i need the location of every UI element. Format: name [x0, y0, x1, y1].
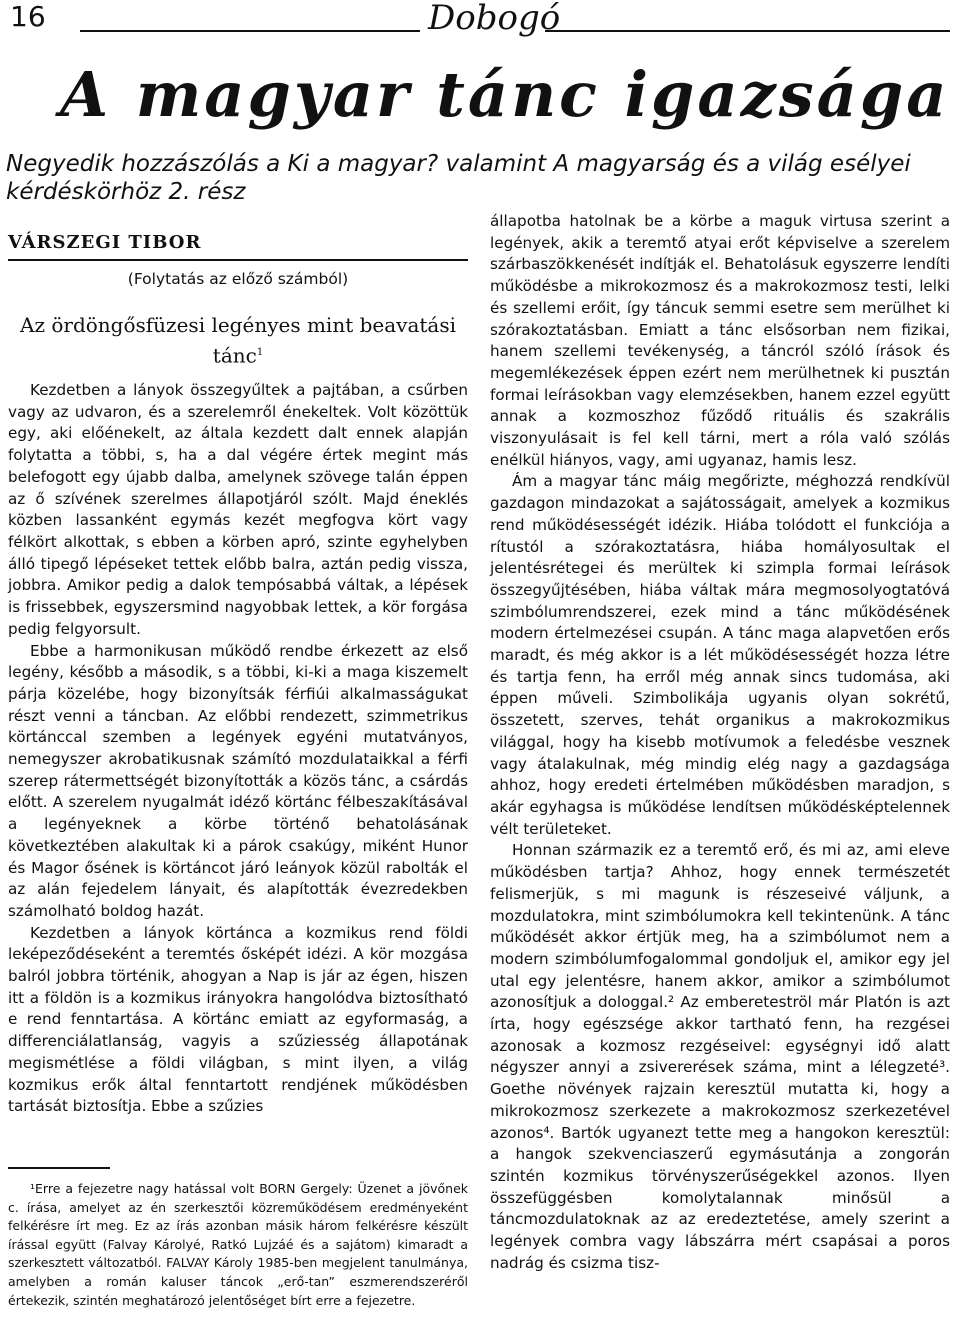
left-paragraph-1: Kezdetben a lányok összegyűltek a pajtában, a csűrben vagy az udvaron, és a szerelemről énekeltek. Volt közöttük egy, aki előénekelt, az általa kezdett dalt ennek alapján folytatta a többi, s, ha a dal végére értek megint más belefogott egy újabb dalba, amelynek szövege talán éppen az ő szívének szerelmes állapotjáról szólt. Majd éneklés közben lassanként egymás kezét megfogva kört vagy félkört alkottak, s ebben a körben apró, szinte egyhelyben álló tipegő lépéseket tettek előbb balra, aztán pedig vissza, jobbra. Amikor pedig a dalok tempósabbá váltak, a lépések is frissebbek, egyszersmind nagyobbak lettek, a kör forgása pedig felgyorsult.: [8, 381, 468, 638]
left-paragraph-3: Kezdetben a lányok körtánca a kozmikus rend földi leképeződéseként a teremtés ősképét idézi. A kör mozgása balról jobbra történik, ahogyan a Nap is jár az égen, hiszen itt a földön is a kozmikus irányokra hangolódva biztosítható e rend fenntartása. A körtánc emiatt az egyformaság, a differenciálatlanság, vagyis a szűziesség állapotának megismétlése a földi világban, s mint ilyen, a világ kozmikus erők által fenntartott rendjének működésben tartását biztosítja. Ebbe a szűzies: [8, 923, 468, 1116]
right-column: [490, 211, 950, 1274]
page-header: [0, 0, 960, 44]
header-rule-right: [545, 30, 950, 32]
header-rule-left: [80, 30, 420, 32]
footnote-text: ¹Erre a fejezetre nagy hatással volt BORN Gergely: Üzenet a jövőnek c. írása, amelyet az én szerkesztői közreműködésem eredményeként felkérésre írt meg. Ez az írás azonban másik három felkérésre készült írással együtt (Falvay Károlyé, Ratkó Lujzáé és a sajátom) kimaradt a szerkesztett változatból. FALVAY Károly 1985-ben megjelent tanulmánya, amelyben a román kaluser táncok „erő-tan” eszmerendszeréről értekezik, szintén meghatározó jelentőséget bírt erre a fejezetre.: [8, 1181, 468, 1308]
author-name: VÁRSZEGI TIBOR: [8, 232, 202, 253]
author-rule: [8, 259, 468, 261]
article-title: A magyar tánc igazsága: [60, 58, 950, 131]
footnote: [8, 1180, 468, 1310]
footnote-rule: [8, 1167, 110, 1169]
journal-name: Dobogó: [428, 0, 561, 38]
right-paragraph-2: Ám a magyar tánc máig megőrizte, méghozzá rendkívül gazdagon mindazokat a sajátosságait, amelyek a kozmikus rend működésességét idézik. Hiába tolódott el funkciója a rítustól a szórakoztatásra, hiába homályosultak el jelentésrétegei és merültek ki szimpla formai leírások összegyűjtésében, hiába váltak mára megmosolyogtatóvá szimbólumrendszerei, ezek mind a tánc működésének modern értelmezései csupán. A tánc maga alapvetően erős maradt, és még akkor is a lét működésességét hozza létre és tartja fenn, ha erről még annak sincs tudomása, aki éppen műveli. Szimbolikája ugyanis olyan sokrétű, összetett, szerves, tehát organikus a makrokozmikus világgal, hogy ha kisebb motívumok a feledésbe vesznek vagy átalakulnak, még mindig elég nagy a gazdagsága ahhoz, hogy eredeti értelmében működésben maradjon, s akár egyhagsa is működése lendítsen működésképtelennek vélt területeket.: [490, 472, 950, 838]
section-title: [8, 312, 468, 370]
page-number: 16: [10, 0, 46, 33]
continuation-note: (Folytatás az előző számból): [127, 269, 349, 288]
right-paragraph-3: Honnan származik ez a teremtő erő, és mi az, ami eleve működésben tartja? Ahhoz, hogy ennek természetét felismerjük, s mi magunk is részeseivé váljunk, a mozdulatokra, mint szimbólumokra kell tekintenünk. A tánc működését akkor értjük meg, ha a szimbólumot nem a modern szimbólumfogalommal gondoljuk el, amikor egy jel utal egy jelentésre, hanem akkor, amikor a szimbólumot azonosítjuk a dologgal.² Az embereteströl már Platón is azt írta, hogy egészsége akkor tartható fenn, ha rezgései azonosak a kozmosz rezgéseivel: egységnyi idő alatt négyszer annyi a zsivererések száma, mint a lélegzeté³. Goethe növények rajzain keresztül mutatta ki, hogy a mikrokozmosz szerkezete a makrokozmosz szerkezetével azonos⁴. Bartók ugyanezt tette meg a hangokon keresztül: a hangok szekvenciaszerű egymásutánja a zongorán szintén kozmikus törvényszerűségekkel azonos. Ilyen összefüggésben komolytalannak minősül a táncmozdulatoknak az az eredeztetése, amely szerint a legények combra vagy lábszárra mért csapásai a poros nadrág és csizma tisz-: [490, 841, 950, 1272]
section-footnote-mark: 1: [256, 347, 264, 359]
right-paragraph-1: állapotba hatolnak be a körbe a maguk virtusa szerint a legények, akik a teremtő atyai erőt képviselve a szerelem szárbaszökkenését indítják el. Behatolásuk egyszerre lendíti működésbe a mikrokozmosz és a makrokozmosz testi, lelki és szellemi erőit, így táncuk semmi esetre sem merülhet ki szórakoztatásban. Emiatt a tánc elsősorban nem fizikai, hanem szellemi tevékenység, a táncról szóló írások és megemlékezések éppen ezért nem merülhetnek ki pusztán formai leírásokban vagy elemzésekben, hanem ezzel együtt annak a kozmoszhoz fűződő rituális és szakrális viszonyulásait is fel kell tárni, mert a róla való szólás enélkül hiányos, vagy, ami ugyanaz, hamis lesz.: [490, 212, 950, 469]
left-paragraph-2: Ebbe a harmonikusan működő rendbe érkezett az első legény, később a második, s a többi, ki-ki a maga kiszemelt párja közelébe, hogy bizonyítsák férfiúi alkalmasságukat részt venni a táncban. Az előbbi rendezett, szimmetrikus körtánccal szemben a legények egyéni mutatványos, nemegyszer akrobatikusnak számító mozdulataikkal a férfi szerep rátermettségét bizonyították a közös tánc, a csárdás előtt. A szerelem nyugalmát idéző körtánc félbeszakításával a legényeknek a körbe történő behatolásának következtében alakultak ki a párok csakúgy, miként Hunor és Magor ősének is körtáncot járó leányok közül rabolták el az alán fejedelem lányait, és alapították évezredekben számolható boldog hazát.: [8, 641, 468, 920]
left-column: [8, 232, 468, 1118]
section-title-text: Az ördöngősfüzesi legényes mint beavatási tánc: [20, 313, 456, 369]
article-subtitle: Negyedik hozzászólás a Ki a magyar? valamint A magyarság és a világ esélyei kérdéskörhöz 2. rész: [6, 151, 911, 205]
